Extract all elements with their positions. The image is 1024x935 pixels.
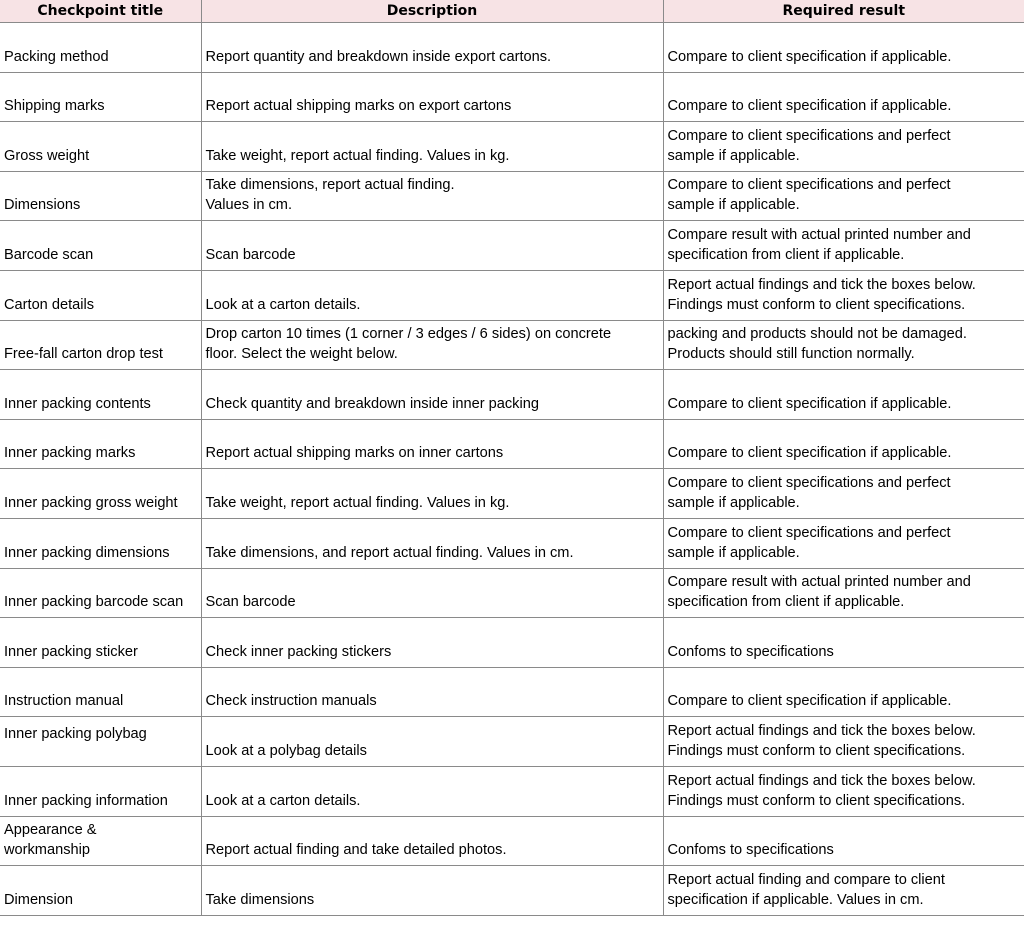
table-row (0, 72, 1024, 122)
required-result-cell[interactable]: Compare to client specification if applicable. (663, 419, 1024, 469)
header-row (0, 0, 1024, 23)
description-cell[interactable]: Take dimensions (201, 866, 663, 916)
description-cell[interactable]: Take dimensions, report actual finding. Values in cm. (201, 171, 663, 221)
required-result-cell[interactable]: Compare to client specification if applicable. (663, 23, 1024, 73)
required-result-cell[interactable]: Confoms to specifications (663, 816, 1024, 866)
description-cell[interactable]: Take dimensions, and report actual finding. Values in cm. (201, 518, 663, 568)
table-row (0, 221, 1024, 271)
description-cell[interactable]: Look at a carton details. (201, 766, 663, 816)
required-result-cell[interactable]: Compare to client specifications and perfect sample if applicable. (663, 122, 1024, 172)
table-row (0, 518, 1024, 568)
description-cell[interactable]: Take weight, report actual finding. Values in kg. (201, 469, 663, 519)
required-result-cell[interactable]: Report actual findings and tick the boxes below. Findings must conform to client specifications. (663, 717, 1024, 767)
description-cell[interactable]: Look at a carton details. (201, 270, 663, 320)
required-result-cell[interactable]: Report actual findings and tick the boxes below. Findings must conform to client specifications. (663, 270, 1024, 320)
description-cell[interactable]: Check inner packing stickers (201, 618, 663, 668)
required-result-cell[interactable]: Report actual findings and tick the boxes below. Findings must conform to client specifications. (663, 766, 1024, 816)
header-checkpoint-title[interactable]: Checkpoint title (0, 0, 201, 23)
description-cell[interactable]: Report actual shipping marks on inner cartons (201, 419, 663, 469)
table-row (0, 419, 1024, 469)
required-result-cell[interactable]: Compare to client specification if applicable. (663, 72, 1024, 122)
checkpoint-title-cell[interactable]: Carton details (0, 270, 201, 320)
table-row (0, 469, 1024, 519)
table-row (0, 618, 1024, 668)
required-result-cell[interactable]: Compare to client specifications and perfect sample if applicable. (663, 518, 1024, 568)
required-result-cell[interactable]: Compare result with actual printed number and specification from client if applicable. (663, 568, 1024, 618)
required-result-cell[interactable]: Compare result with actual printed number and specification from client if applicable. (663, 221, 1024, 271)
table-row (0, 171, 1024, 221)
header-required-result[interactable]: Required result (663, 0, 1024, 23)
checkpoint-title-cell[interactable]: Inner packing marks (0, 419, 201, 469)
checkpoint-title-cell[interactable]: Inner packing contents (0, 370, 201, 420)
table-row (0, 270, 1024, 320)
table-row (0, 23, 1024, 73)
table-row (0, 370, 1024, 420)
required-result-cell[interactable]: Compare to client specification if applicable. (663, 370, 1024, 420)
checkpoint-title-cell[interactable]: Barcode scan (0, 221, 201, 271)
required-result-cell[interactable]: Compare to client specifications and perfect sample if applicable. (663, 171, 1024, 221)
table-row (0, 122, 1024, 172)
description-cell[interactable]: Look at a polybag details (201, 717, 663, 767)
checkpoint-title-cell[interactable]: Inner packing dimensions (0, 518, 201, 568)
checkpoint-title-cell[interactable]: Shipping marks (0, 72, 201, 122)
header-description[interactable]: Description (201, 0, 663, 23)
checkpoint-title-cell[interactable]: Inner packing sticker (0, 618, 201, 668)
checkpoint-title-cell[interactable]: Dimension (0, 866, 201, 916)
checkpoint-title-cell[interactable]: Appearance & workmanship (0, 816, 201, 866)
table-row (0, 717, 1024, 767)
required-result-cell[interactable]: Confoms to specifications (663, 618, 1024, 668)
required-result-text: packing and products should not be damaged. Products should still function normally. (667, 326, 967, 363)
checkpoint-title-cell[interactable]: Dimensions (0, 171, 201, 221)
description-cell[interactable]: Report actual shipping marks on export cartons (201, 72, 663, 122)
description-cell[interactable]: Take weight, report actual finding. Values in kg. (201, 122, 663, 172)
checkpoint-title-cell[interactable]: Free-fall carton drop test (0, 320, 201, 370)
table-row (0, 766, 1024, 816)
checkpoint-title-cell[interactable]: Gross weight (0, 122, 201, 172)
checkpoint-title-cell[interactable]: Inner packing polybag (0, 717, 201, 767)
required-result-cell[interactable] (663, 320, 1024, 370)
description-cell[interactable]: Scan barcode (201, 568, 663, 618)
checkpoint-title-cell[interactable]: Inner packing information (0, 766, 201, 816)
checkpoint-title-cell[interactable]: Inner packing gross weight (0, 469, 201, 519)
table-row (0, 866, 1024, 916)
table-row (0, 816, 1024, 866)
required-result-cell[interactable]: Report actual finding and compare to client specification if applicable. Values in cm. (663, 866, 1024, 916)
table-row (0, 568, 1024, 618)
required-result-cell[interactable]: Compare to client specifications and perfect sample if applicable. (663, 469, 1024, 519)
description-cell[interactable]: Check quantity and breakdown inside inner packing (201, 370, 663, 420)
description-cell[interactable]: Scan barcode (201, 221, 663, 271)
description-cell[interactable]: Report actual finding and take detailed photos. (201, 816, 663, 866)
required-result-cell[interactable]: Compare to client specification if applicable. (663, 667, 1024, 717)
description-cell[interactable]: Report quantity and breakdown inside export cartons. (201, 23, 663, 73)
checkpoint-title-cell[interactable]: Instruction manual (0, 667, 201, 717)
description-cell[interactable]: Check instruction manuals (201, 667, 663, 717)
table-row (0, 667, 1024, 717)
table-row (0, 320, 1024, 370)
description-cell[interactable]: Drop carton 10 times (1 corner / 3 edges / 6 sides) on concrete floor. Select the weight below. (201, 320, 663, 370)
checkpoint-title-cell[interactable]: Packing method (0, 23, 201, 73)
checkpoint-title-cell[interactable]: Inner packing barcode scan (0, 568, 201, 618)
